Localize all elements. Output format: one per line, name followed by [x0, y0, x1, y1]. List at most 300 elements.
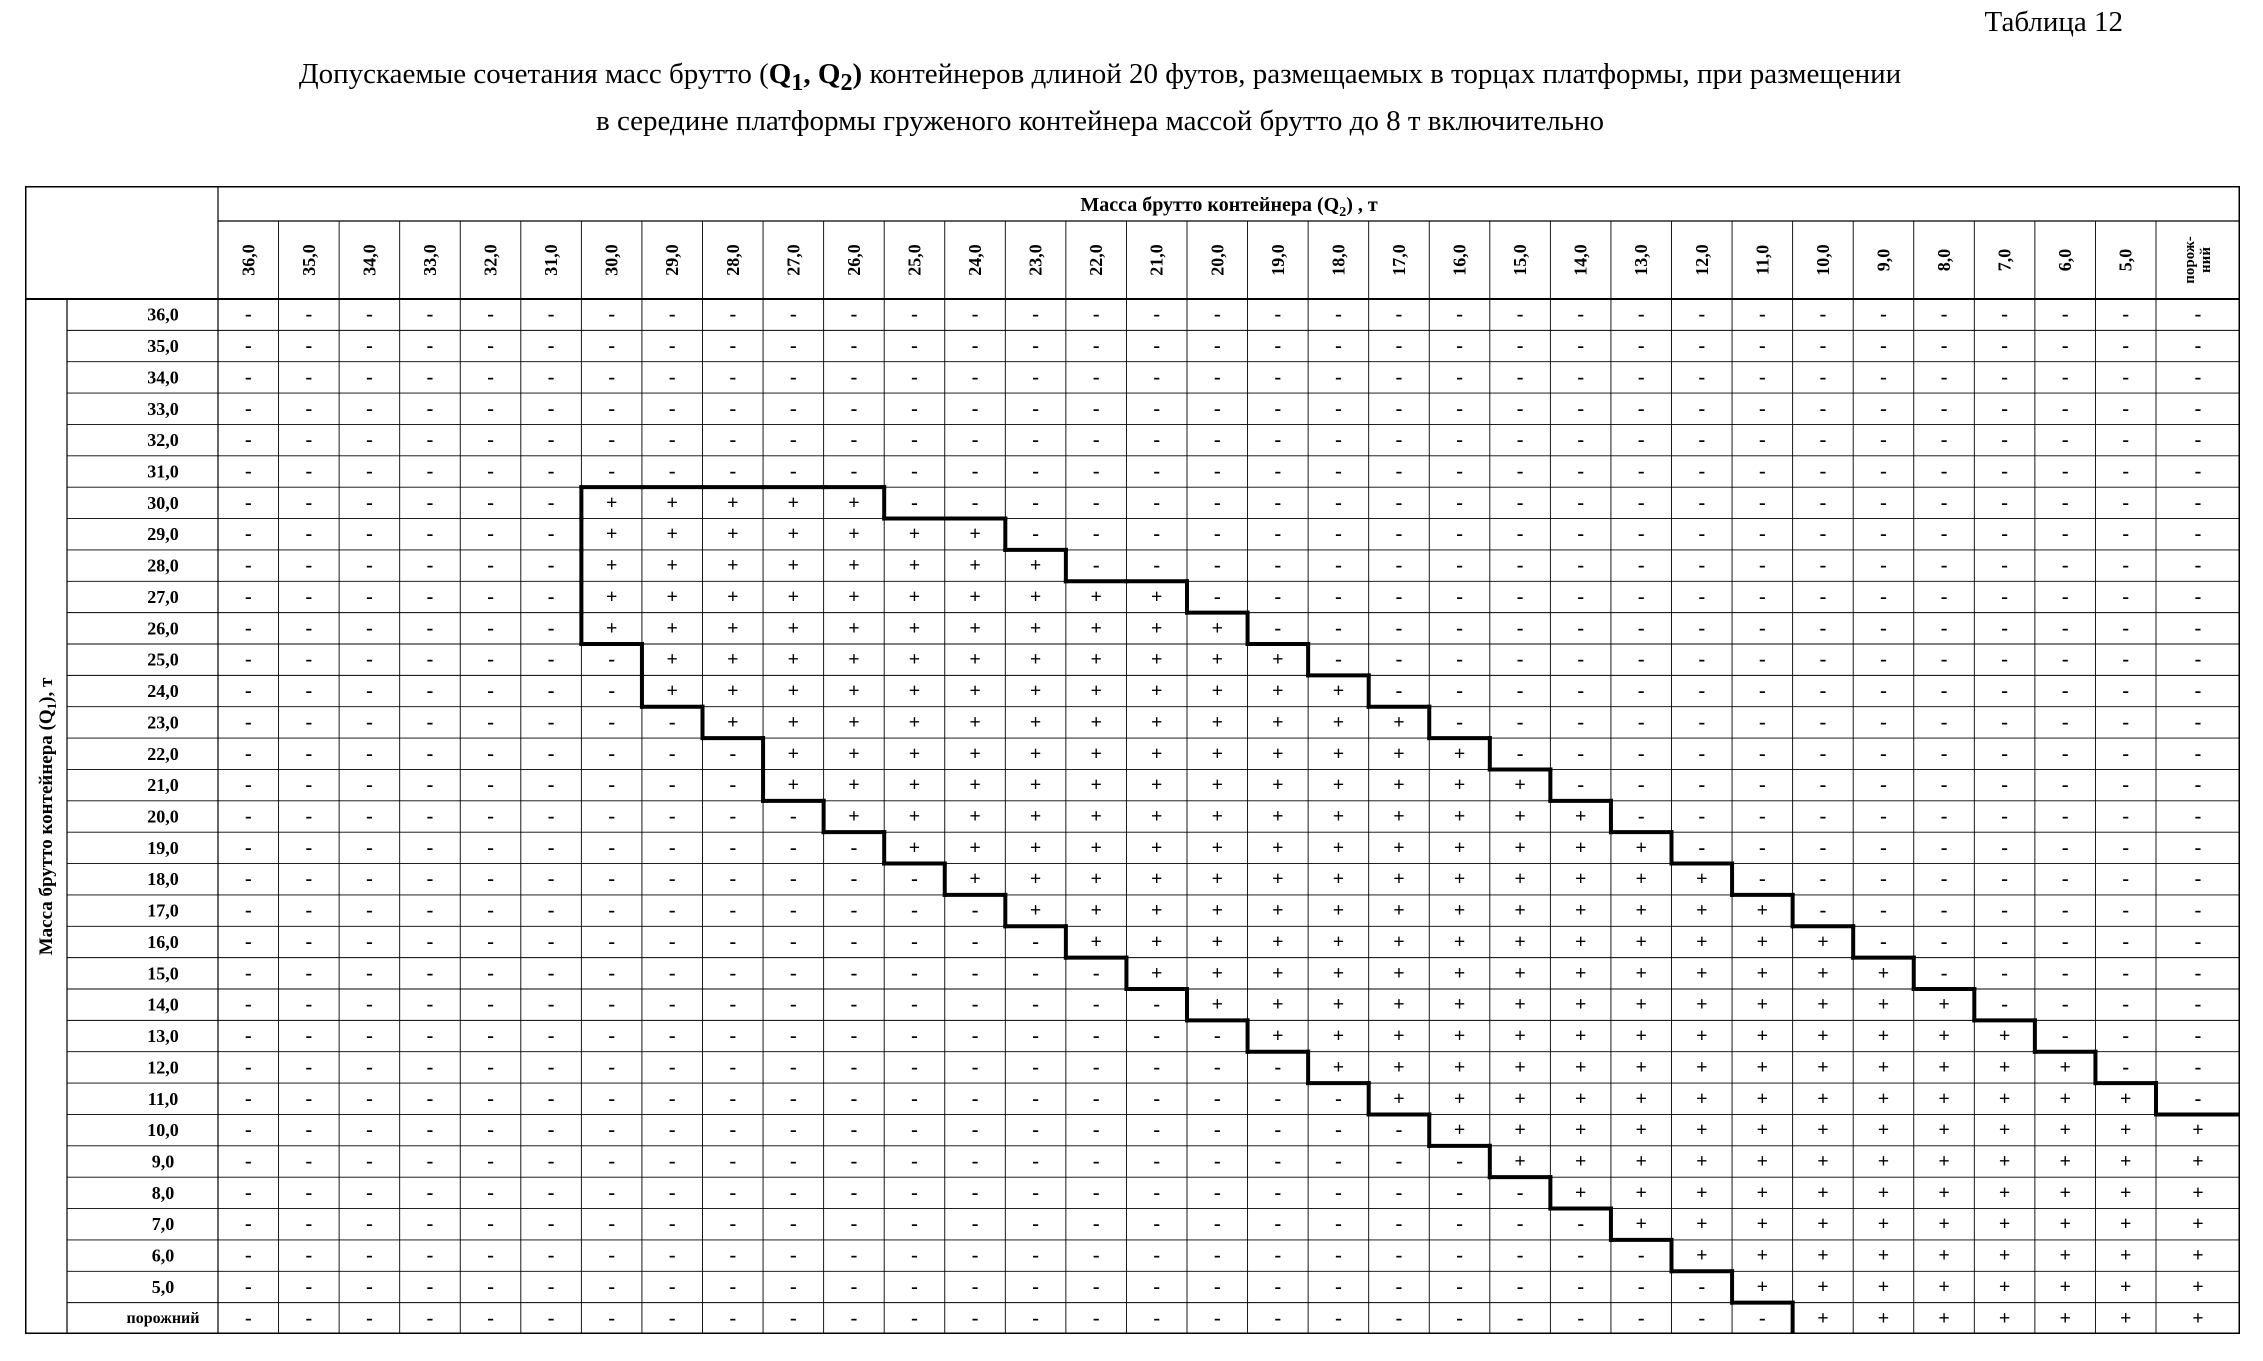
allowed-cell: +: [1696, 868, 1708, 891]
allowed-cell: +: [1635, 962, 1647, 985]
disallowed-cell: -: [1637, 585, 1645, 608]
disallowed-cell: -: [2061, 303, 2069, 326]
disallowed-cell: -: [1032, 523, 1039, 546]
allowed-cell: +: [1393, 711, 1405, 734]
combinations-table-grid: [25, 186, 2240, 1334]
disallowed-cell: -: [1516, 617, 1524, 640]
allowed-cell: +: [1272, 962, 1284, 985]
disallowed-cell: -: [790, 1213, 797, 1236]
disallowed-cell: -: [1577, 491, 1584, 514]
disallowed-cell: -: [1032, 1181, 1039, 1204]
disallowed-cell: -: [2122, 742, 2130, 765]
column-header: 8,0: [1934, 248, 1955, 272]
disallowed-cell: -: [608, 460, 615, 483]
disallowed-cell: -: [1395, 554, 1403, 577]
disallowed-cell: -: [2194, 366, 2202, 389]
allowed-cell: +: [1272, 648, 1284, 671]
allowed-cell: +: [1817, 1087, 1829, 1110]
allowed-cell: +: [1514, 836, 1526, 859]
disallowed-cell: -: [487, 617, 494, 640]
allowed-cell: +: [1332, 836, 1345, 859]
disallowed-cell: -: [1940, 930, 1948, 953]
disallowed-cell: -: [1880, 836, 1887, 859]
disallowed-cell: -: [1335, 1213, 1342, 1236]
disallowed-cell: -: [244, 774, 252, 797]
allowed-cell: +: [1635, 993, 1647, 1016]
disallowed-cell: -: [426, 711, 434, 734]
disallowed-cell: -: [1092, 1056, 1100, 1079]
disallowed-cell: -: [1759, 742, 1766, 765]
disallowed-cell: -: [911, 993, 918, 1016]
allowed-cell: +: [1090, 680, 1102, 703]
disallowed-cell: -: [244, 993, 252, 1016]
q-symbol: , Q: [803, 58, 841, 90]
disallowed-cell: -: [1698, 460, 1706, 483]
disallowed-cell: -: [668, 397, 676, 420]
allowed-cell: +: [1574, 1056, 1587, 1079]
disallowed-cell: -: [1092, 366, 1100, 389]
disallowed-cell: -: [244, 711, 252, 734]
allowed-cell: +: [1574, 962, 1587, 985]
allowed-cell: +: [1272, 930, 1284, 953]
allowed-cell: +: [908, 742, 921, 765]
allowed-cell: +: [1877, 993, 1890, 1016]
disallowed-cell: -: [1274, 617, 1282, 640]
disallowed-cell: -: [1759, 836, 1766, 859]
disallowed-cell: -: [2061, 868, 2069, 891]
disallowed-cell: -: [1395, 1119, 1403, 1142]
disallowed-cell: -: [1698, 397, 1706, 420]
disallowed-cell: -: [2122, 523, 2130, 546]
disallowed-cell: -: [244, 460, 252, 483]
disallowed-cell: -: [1092, 335, 1100, 358]
allowed-cell: +: [1817, 993, 1829, 1016]
allowed-cell: +: [1029, 899, 1042, 922]
column-header: 18,0: [1328, 244, 1349, 276]
disallowed-cell: -: [2061, 680, 2069, 703]
disallowed-cell: -: [2122, 460, 2130, 483]
disallowed-cell: -: [426, 1119, 434, 1142]
disallowed-cell: -: [487, 899, 494, 922]
disallowed-cell: -: [1759, 805, 1766, 828]
disallowed-cell: -: [426, 1213, 434, 1236]
disallowed-cell: -: [244, 366, 252, 389]
disallowed-cell: -: [487, 930, 494, 953]
allowed-cell: +: [969, 868, 981, 891]
disallowed-cell: -: [911, 1213, 918, 1236]
disallowed-cell: -: [547, 742, 555, 765]
allowed-cell: +: [1393, 1087, 1405, 1110]
disallowed-cell: -: [971, 993, 979, 1016]
allowed-cell: +: [666, 680, 678, 703]
disallowed-cell: -: [2122, 429, 2130, 452]
disallowed-cell: -: [244, 805, 252, 828]
disallowed-cell: -: [1092, 491, 1100, 514]
disallowed-cell: -: [1274, 1087, 1282, 1110]
allowed-cell: +: [1696, 1181, 1708, 1204]
disallowed-cell: -: [729, 1150, 737, 1173]
disallowed-cell: -: [1759, 648, 1766, 671]
disallowed-cell: -: [547, 836, 555, 859]
disallowed-cell: -: [487, 648, 494, 671]
disallowed-cell: -: [1819, 429, 1827, 452]
allowed-cell: +: [1029, 680, 1042, 703]
allowed-cell: +: [1635, 930, 1647, 953]
disallowed-cell: -: [608, 680, 615, 703]
allowed-cell: +: [1574, 1150, 1587, 1173]
allowed-cell: +: [787, 648, 800, 671]
disallowed-cell: -: [668, 1181, 676, 1204]
disallowed-cell: -: [790, 303, 797, 326]
allowed-cell: +: [908, 648, 921, 671]
disallowed-cell: -: [850, 899, 858, 922]
disallowed-cell: -: [1213, 554, 1221, 577]
allowed-cell: +: [1151, 962, 1163, 985]
allowed-cell: +: [2120, 1244, 2132, 1267]
allowed-cell: +: [2120, 1181, 2132, 1204]
allowed-cell: +: [1151, 585, 1163, 608]
allowed-cell: +: [1090, 836, 1102, 859]
allowed-cell: +: [1756, 1025, 1769, 1048]
allowed-cell: +: [2120, 1150, 2132, 1173]
disallowed-cell: -: [608, 742, 615, 765]
allowed-cell: +: [1635, 1119, 1647, 1142]
disallowed-cell: -: [305, 1119, 313, 1142]
disallowed-cell: -: [2001, 899, 2008, 922]
disallowed-cell: -: [426, 680, 434, 703]
disallowed-cell: -: [668, 930, 676, 953]
disallowed-cell: -: [426, 397, 434, 420]
allowed-cell: +: [2059, 1213, 2071, 1236]
disallowed-cell: -: [2061, 930, 2069, 953]
disallowed-cell: -: [608, 711, 615, 734]
disallowed-cell: -: [305, 836, 313, 859]
allowed-cell: +: [969, 523, 981, 546]
disallowed-cell: -: [1153, 460, 1161, 483]
disallowed-cell: -: [608, 836, 615, 859]
column-header: 35,0: [298, 244, 319, 276]
disallowed-cell: -: [1819, 742, 1827, 765]
allowed-cell: +: [1574, 1181, 1587, 1204]
disallowed-cell: -: [1395, 366, 1403, 389]
disallowed-cell: -: [1395, 460, 1403, 483]
allowed-cell: +: [2059, 1244, 2071, 1267]
disallowed-cell: -: [1880, 303, 1887, 326]
allowed-cell: +: [1998, 1244, 2011, 1267]
disallowed-cell: -: [729, 1307, 737, 1330]
disallowed-cell: -: [850, 1087, 858, 1110]
allowed-cell: +: [1696, 993, 1708, 1016]
disallowed-cell: -: [366, 1181, 373, 1204]
row-header: 30,0: [147, 492, 179, 513]
allowed-cell: +: [2120, 1307, 2132, 1330]
disallowed-cell: -: [2061, 742, 2069, 765]
disallowed-cell: -: [1940, 460, 1948, 483]
disallowed-cell: -: [1092, 523, 1100, 546]
allowed-cell: +: [787, 554, 800, 577]
disallowed-cell: -: [1335, 1150, 1342, 1173]
allowed-cell: +: [1332, 711, 1345, 734]
allowed-cell: +: [2059, 1307, 2071, 1330]
allowed-cell: +: [1756, 1275, 1769, 1298]
disallowed-cell: -: [911, 460, 918, 483]
disallowed-cell: -: [668, 1307, 676, 1330]
disallowed-cell: -: [971, 899, 979, 922]
allowed-cell: +: [1696, 1150, 1708, 1173]
disallowed-cell: -: [487, 742, 494, 765]
allowed-cell: +: [1938, 1307, 1950, 1330]
disallowed-cell: -: [1092, 1213, 1100, 1236]
disallowed-cell: -: [608, 1119, 615, 1142]
disallowed-cell: -: [1456, 523, 1463, 546]
disallowed-cell: -: [244, 491, 252, 514]
disallowed-cell: -: [1274, 429, 1282, 452]
disallowed-cell: -: [1940, 711, 1948, 734]
allowed-cell: +: [727, 711, 739, 734]
row-header: 10,0: [147, 1120, 179, 1141]
disallowed-cell: -: [1516, 1307, 1524, 1330]
allowed-cell: +: [1029, 711, 1042, 734]
allowed-cell: +: [1514, 774, 1526, 797]
disallowed-cell: -: [608, 962, 615, 985]
disallowed-cell: -: [305, 1087, 313, 1110]
disallowed-cell: -: [487, 680, 494, 703]
disallowed-cell: -: [729, 303, 737, 326]
allowed-cell: +: [1817, 1275, 1829, 1298]
table-number: Таблица 12: [1984, 6, 2123, 38]
allowed-cell: +: [2192, 1181, 2204, 1204]
disallowed-cell: -: [911, 303, 918, 326]
disallowed-cell: -: [1032, 1087, 1039, 1110]
allowed-cell: +: [2059, 1181, 2071, 1204]
disallowed-cell: -: [244, 1025, 252, 1048]
allowed-cell: +: [1211, 711, 1223, 734]
disallowed-cell: -: [2061, 774, 2069, 797]
disallowed-cell: -: [426, 1181, 434, 1204]
disallowed-cell: -: [1577, 742, 1584, 765]
disallowed-cell: -: [1213, 491, 1221, 514]
disallowed-cell: -: [1335, 366, 1342, 389]
disallowed-cell: -: [668, 868, 676, 891]
disallowed-cell: -: [729, 1087, 737, 1110]
allowed-cell: +: [1453, 1025, 1466, 1048]
allowed-cell: +: [1272, 711, 1284, 734]
disallowed-cell: -: [1335, 460, 1342, 483]
disallowed-cell: -: [1335, 1119, 1342, 1142]
disallowed-cell: -: [911, 1150, 918, 1173]
disallowed-cell: -: [1092, 1150, 1100, 1173]
disallowed-cell: -: [305, 805, 313, 828]
allowed-cell: +: [848, 585, 860, 608]
column-header: 36,0: [238, 244, 259, 276]
disallowed-cell: -: [2061, 993, 2069, 1016]
allowed-cell: +: [787, 711, 800, 734]
disallowed-cell: -: [305, 1307, 313, 1330]
disallowed-cell: -: [608, 1307, 615, 1330]
disallowed-cell: -: [1940, 554, 1948, 577]
disallowed-cell: -: [608, 774, 615, 797]
column-header: 11,0: [1752, 244, 1773, 276]
disallowed-cell: -: [1153, 366, 1161, 389]
disallowed-cell: -: [2122, 836, 2130, 859]
disallowed-cell: -: [305, 899, 313, 922]
disallowed-cell: -: [305, 930, 313, 953]
column-header: 28,0: [722, 244, 743, 276]
allowed-cell: +: [605, 554, 618, 577]
disallowed-cell: -: [1880, 868, 1887, 891]
disallowed-cell: -: [1516, 491, 1524, 514]
row-header: 9,0: [151, 1151, 175, 1172]
disallowed-cell: -: [1819, 617, 1827, 640]
allowed-cell: +: [666, 585, 678, 608]
allowed-cell: +: [1817, 1150, 1829, 1173]
allowed-cell: +: [1453, 836, 1466, 859]
allowed-cell: +: [1938, 1275, 1950, 1298]
disallowed-cell: -: [487, 366, 494, 389]
disallowed-cell: -: [1819, 523, 1827, 546]
disallowed-cell: -: [1819, 366, 1827, 389]
disallowed-cell: -: [668, 899, 676, 922]
disallowed-cell: -: [2061, 523, 2069, 546]
disallowed-cell: -: [1698, 523, 1706, 546]
disallowed-cell: -: [729, 805, 737, 828]
disallowed-cell: -: [971, 460, 979, 483]
disallowed-cell: -: [1516, 1275, 1524, 1298]
disallowed-cell: -: [1395, 1307, 1403, 1330]
disallowed-cell: -: [608, 335, 615, 358]
disallowed-cell: -: [426, 429, 434, 452]
disallowed-cell: -: [426, 805, 434, 828]
disallowed-cell: -: [1637, 491, 1645, 514]
disallowed-cell: -: [1274, 335, 1282, 358]
allowed-cell: +: [1090, 711, 1102, 734]
disallowed-cell: -: [790, 962, 797, 985]
allowed-cell: +: [1272, 993, 1284, 1016]
allowed-cell: +: [1574, 899, 1587, 922]
disallowed-cell: -: [1456, 617, 1463, 640]
disallowed-cell: -: [2194, 397, 2202, 420]
disallowed-cell: -: [1698, 836, 1706, 859]
disallowed-cell: -: [426, 868, 434, 891]
disallowed-cell: -: [1516, 1244, 1524, 1267]
disallowed-cell: -: [729, 993, 737, 1016]
disallowed-cell: -: [487, 1213, 494, 1236]
allowed-cell: +: [787, 774, 800, 797]
allowed-cell: +: [848, 617, 860, 640]
disallowed-cell: -: [1880, 930, 1887, 953]
disallowed-cell: -: [608, 1056, 615, 1079]
disallowed-cell: -: [1456, 554, 1463, 577]
allowed-cell: +: [1453, 993, 1466, 1016]
disallowed-cell: -: [1335, 1275, 1342, 1298]
disallowed-cell: -: [971, 1087, 979, 1110]
row-header: 27,0: [147, 586, 179, 607]
row-header: 25,0: [147, 649, 179, 670]
row-header: 34,0: [147, 367, 179, 388]
disallowed-cell: -: [426, 460, 434, 483]
disallowed-cell: -: [1516, 585, 1524, 608]
disallowed-cell: -: [547, 491, 555, 514]
disallowed-cell: -: [2001, 930, 2008, 953]
allowed-cell: +: [1574, 836, 1587, 859]
disallowed-cell: -: [2122, 491, 2130, 514]
disallowed-cell: -: [2194, 648, 2202, 671]
disallowed-cell: -: [547, 711, 555, 734]
disallowed-cell: -: [608, 930, 615, 953]
disallowed-cell: -: [1880, 742, 1887, 765]
disallowed-cell: -: [2061, 429, 2069, 452]
disallowed-cell: -: [1637, 397, 1645, 420]
allowed-cell: +: [2192, 1244, 2204, 1267]
disallowed-cell: -: [1274, 554, 1282, 577]
disallowed-cell: -: [2194, 554, 2202, 577]
disallowed-cell: -: [729, 1119, 737, 1142]
row-header: 7,0: [151, 1214, 175, 1235]
disallowed-cell: -: [1092, 1275, 1100, 1298]
allowed-cell: +: [1029, 805, 1042, 828]
allowed-cell: +: [1332, 1056, 1345, 1079]
disallowed-cell: -: [1637, 460, 1645, 483]
q1-axis-label: Масса брутто контейнера $(Q_1)$, т: [35, 677, 59, 956]
disallowed-cell: -: [1274, 1307, 1282, 1330]
disallowed-cell: -: [244, 680, 252, 703]
disallowed-cell: -: [1335, 617, 1342, 640]
allowed-cell: +: [1514, 1150, 1526, 1173]
q2-axis-label: Масса брутто контейнера $(Q_2)$ , т: [1080, 194, 1378, 220]
disallowed-cell: -: [971, 1213, 979, 1236]
allowed-cell: +: [1090, 930, 1102, 953]
disallowed-cell: -: [850, 1307, 858, 1330]
disallowed-cell: -: [911, 1025, 918, 1048]
disallowed-cell: -: [1335, 585, 1342, 608]
disallowed-cell: -: [1456, 335, 1463, 358]
disallowed-cell: -: [1637, 303, 1645, 326]
disallowed-cell: -: [305, 585, 313, 608]
disallowed-cell: -: [1940, 491, 1948, 514]
row-header: порожний: [126, 1309, 200, 1327]
allowed-cell: +: [1877, 962, 1890, 985]
allowed-cell: +: [1877, 1025, 1890, 1048]
disallowed-cell: -: [911, 491, 918, 514]
disallowed-cell: -: [426, 303, 434, 326]
disallowed-cell: -: [487, 1119, 494, 1142]
allowed-cell: +: [1938, 1025, 1950, 1048]
disallowed-cell: -: [1213, 460, 1221, 483]
disallowed-cell: -: [244, 648, 252, 671]
disallowed-cell: -: [911, 1087, 918, 1110]
disallowed-cell: -: [2001, 366, 2008, 389]
disallowed-cell: -: [487, 554, 494, 577]
allowed-cell: +: [1151, 836, 1163, 859]
disallowed-cell: -: [971, 1119, 979, 1142]
allowed-cell: +: [1574, 868, 1587, 891]
disallowed-cell: -: [244, 617, 252, 640]
allowed-cell: +: [1635, 868, 1647, 891]
disallowed-cell: -: [426, 491, 434, 514]
allowed-cell: +: [1998, 1150, 2011, 1173]
disallowed-cell: -: [1153, 1275, 1161, 1298]
column-header: 12,0: [1691, 244, 1712, 276]
disallowed-cell: -: [487, 523, 494, 546]
allowed-cell: +: [1211, 962, 1223, 985]
disallowed-cell: -: [790, 1244, 797, 1267]
row-header: 18,0: [147, 869, 179, 890]
allowed-cell: +: [1696, 1087, 1708, 1110]
disallowed-cell: -: [487, 868, 494, 891]
disallowed-cell: -: [608, 899, 615, 922]
allowed-cell: +: [2192, 1119, 2204, 1142]
disallowed-cell: -: [366, 617, 373, 640]
